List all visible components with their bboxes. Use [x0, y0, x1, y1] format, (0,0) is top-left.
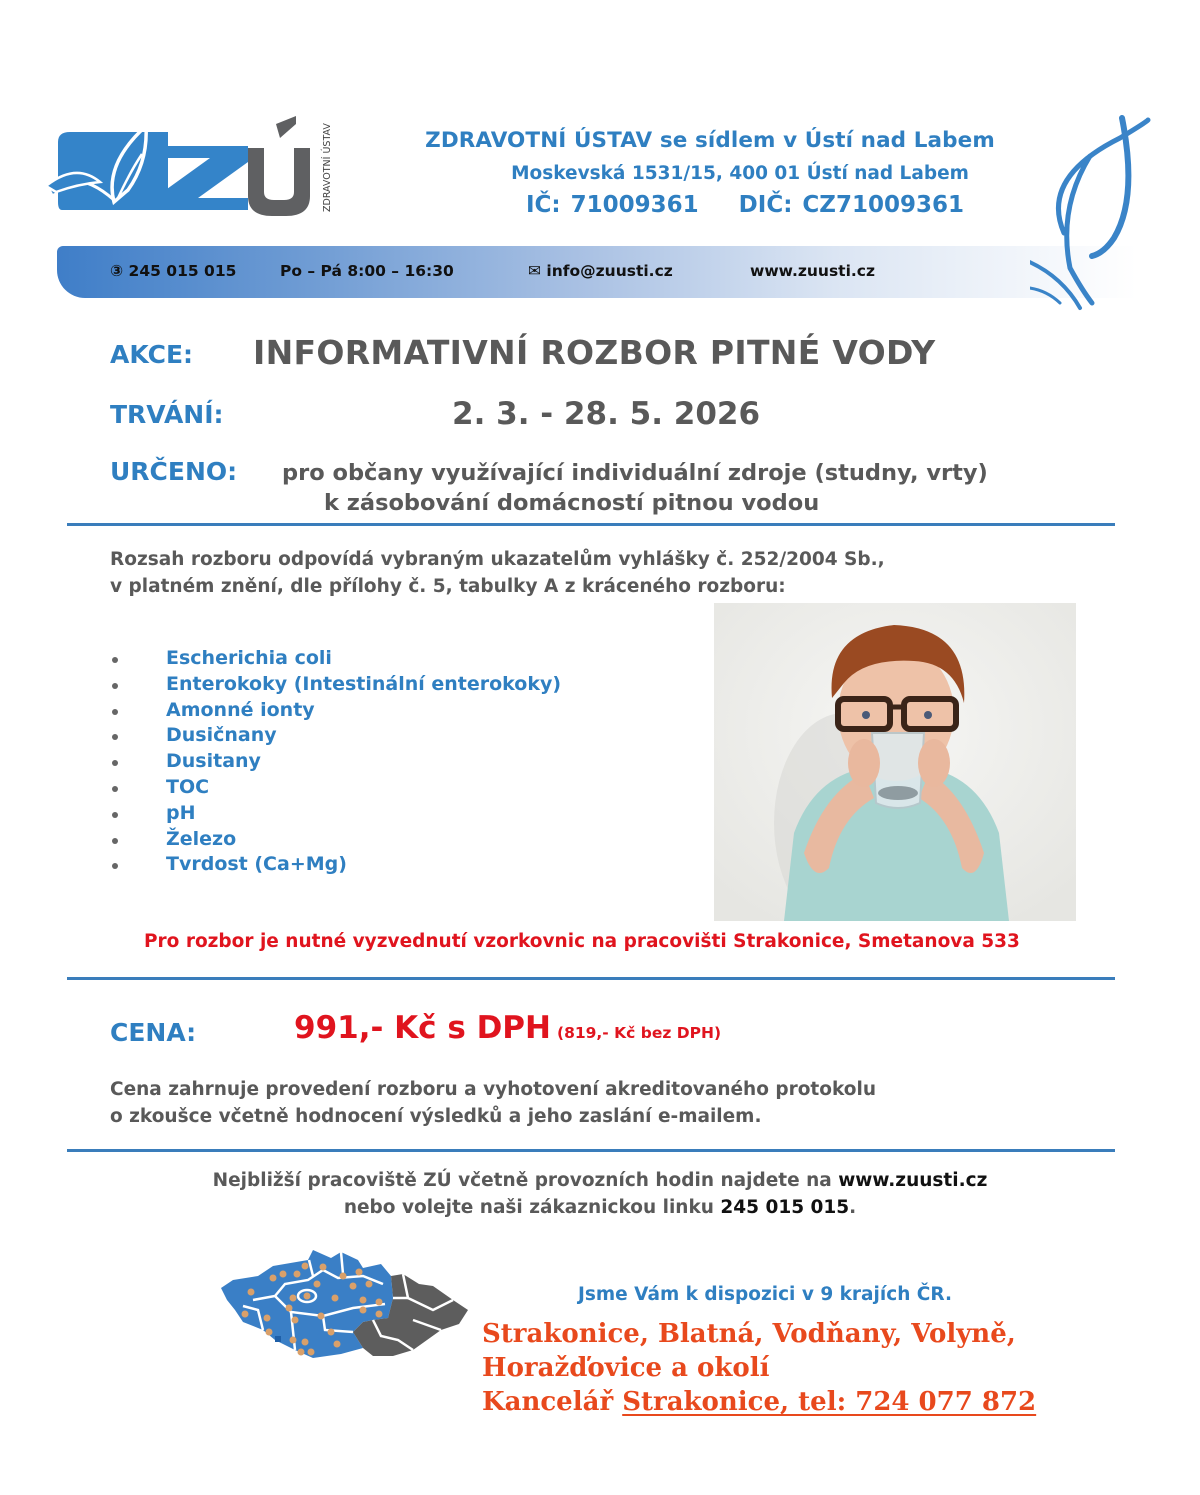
list-item — [110, 827, 670, 853]
list-item — [110, 723, 670, 749]
email-link[interactable]: info@zuusti.cz — [546, 262, 673, 280]
urceno-label: URČENO: — [110, 457, 238, 486]
hotline-number[interactable]: 245 015 015 — [720, 1197, 850, 1218]
bullet-icon — [112, 786, 118, 792]
bullet-icon — [112, 863, 118, 869]
org-title: ZDRAVOTNÍ ÚSTAV se sídlem v Ústí nad Labem — [425, 128, 995, 153]
scope-line1: Rozsah rozboru odpovídá vybraným ukazatelům vyhlášky č. 252/2004 Sb., — [110, 549, 885, 570]
scope-description — [110, 546, 1050, 600]
event-duration: 2. 3. - 28. 5. 2026 — [452, 396, 761, 432]
list-item — [110, 698, 670, 724]
price-note-line2: o zkoušce včetně hodnocení výsledků a jeho zaslání e-mailem. — [110, 1106, 762, 1127]
event-title: INFORMATIVNÍ ROZBOR PITNÉ VODY — [253, 333, 936, 372]
website-link[interactable]: www.zuusti.cz — [838, 1170, 988, 1191]
divider — [67, 1149, 1115, 1152]
price-with-vat: 991,- Kč s DPH — [294, 1010, 551, 1046]
svg-text:ZDRAVOTNÍ ÚSTAV: ZDRAVOTNÍ ÚSTAV — [322, 123, 333, 212]
leaf-logo-icon — [48, 112, 348, 232]
office-locations — [482, 1317, 1102, 1419]
list-item — [110, 775, 670, 801]
analyte-label: Escherichia coli — [166, 647, 332, 669]
bullet-icon — [112, 760, 118, 766]
hotline-text: nebo volejte naši zákaznickou linku — [343, 1197, 721, 1218]
divider — [67, 977, 1115, 980]
website-link[interactable]: www.zuusti.cz — [750, 262, 875, 280]
sample-kit-notice: Pro rozbor je nutné vyzvednutí vzorkovnic na pracovišti Strakonice, Smetanova 533 — [144, 931, 1020, 952]
bullet-icon — [112, 683, 118, 689]
envelope-icon: ✉︎ — [528, 262, 541, 280]
analyte-label: Tvrdost (Ca+Mg) — [166, 853, 347, 876]
email-contact[interactable] — [528, 262, 673, 280]
leaf-decoration-icon — [1030, 108, 1175, 323]
offices-line1: Strakonice, Blatná, Vodňany, Volyně, — [482, 1319, 1016, 1349]
bullet-icon — [112, 838, 118, 844]
office-contact — [482, 1385, 1102, 1419]
list-item — [110, 672, 670, 698]
phone-contact[interactable] — [110, 262, 236, 280]
analyte-label: Dusitany — [166, 750, 261, 773]
org-address: Moskevská 1531/15, 400 01 Ústí nad Labem — [511, 163, 969, 184]
zu-logo — [48, 112, 348, 232]
period: . — [849, 1197, 857, 1218]
target-audience-line1: pro občany využívající individuální zdroje (studny, vrty) — [282, 460, 988, 486]
analyte-label: Železo — [166, 827, 237, 850]
trvani-label: TRVÁNÍ: — [110, 400, 224, 429]
nearest-office-info — [100, 1167, 1100, 1221]
bullet-icon — [112, 709, 118, 715]
nearest-text: Nejbližší pracoviště ZÚ včetně provozních hodin najdete na — [212, 1170, 839, 1191]
czech-republic-map-icon — [213, 1240, 475, 1362]
regions-availability: Jsme Vám k dispozici v 9 krajích ČR. — [578, 1284, 952, 1305]
bullet-icon — [112, 812, 118, 818]
list-item — [110, 801, 670, 827]
phone-icon: ③︎ — [110, 262, 124, 280]
office-phone-link[interactable]: Strakonice, tel: 724 077 872 — [622, 1387, 1037, 1417]
list-item — [110, 646, 670, 672]
price-without-vat: (819,- Kč bez DPH) — [556, 1024, 722, 1042]
analyte-label: Amonné ionty — [166, 698, 315, 721]
analyte-label: pH — [166, 801, 196, 824]
analyte-list — [110, 646, 670, 878]
bullet-icon — [112, 657, 118, 663]
price — [294, 1010, 721, 1046]
offices-line2: Horažďovice a okolí — [482, 1353, 770, 1383]
analyte-label: Enterokoky (Intestinální enterokoky) — [166, 672, 562, 695]
divider — [67, 523, 1115, 526]
office-prefix: Kancelář — [482, 1387, 623, 1417]
price-note-line1: Cena zahrnuje provedení rozboru a vyhotovení akreditovaného protokolu — [110, 1079, 877, 1100]
analyte-label: TOC — [166, 775, 210, 798]
akce-label: AKCE: — [110, 340, 194, 369]
scope-line2: v platném znění, dle přílohy č. 5, tabulky A z kráceného rozboru: — [110, 576, 786, 597]
cena-label: CENA: — [110, 1018, 197, 1047]
bullet-icon — [112, 734, 118, 740]
dic-number: DIČ: CZ71009361 — [738, 192, 964, 218]
office-hours: Po – Pá 8:00 – 16:30 — [280, 262, 454, 280]
price-note — [110, 1076, 1090, 1130]
analyte-label: Dusičnany — [166, 724, 277, 747]
org-ids — [440, 192, 1050, 218]
list-item — [110, 749, 670, 775]
phone-number: 245 015 015 — [128, 262, 237, 280]
child-drinking-water-photo — [714, 603, 1076, 921]
ic-number: IČ: 71009361 — [526, 192, 699, 218]
list-item — [110, 852, 670, 878]
target-audience-line2: k zásobování domácností pitnou vodou — [324, 490, 820, 516]
